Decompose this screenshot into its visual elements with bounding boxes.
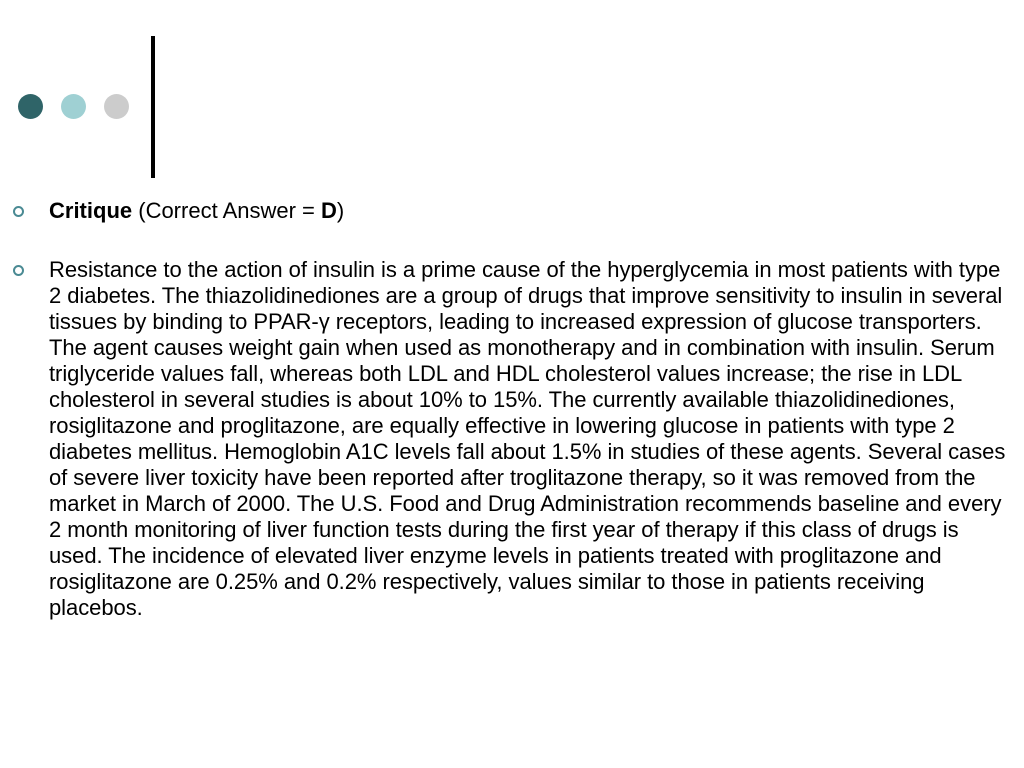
title-divider-line xyxy=(151,36,155,178)
correct-answer: D xyxy=(321,198,337,223)
critique-suffix: ) xyxy=(336,198,345,223)
slide-body xyxy=(0,198,1024,621)
decor-dot-light xyxy=(61,94,86,119)
critique-label: Critique xyxy=(49,198,133,223)
explanation-text: Resistance to the action of insulin is a prime cause of the hyperglycemia in most patients with type 2 diabetes. The thiazolidinediones are a group of drugs that improve sensitivity to insulin in several tissues by binding to PPAR-γ receptors, leading to increased expression of glucose transporters. The agent causes weight gain when used as monotherapy and in combination with insulin. Serum triglyceride values fall, whereas both LDL and HDL cholesterol values increase; the rise in LDL cholesterol in several studies is about 10% to 15%. The currently available thiazolidinediones, rosiglitazone and proglitazone, are equally effective in lowering glucose in patients with type 2 diabetes mellitus. Hemoglobin A1C levels fall about 1.5% in studies of these agents. Several cases of severe liver toxicity have been reported after troglitazone therapy, so it was removed from the market in March of 2000. The U.S. Food and Drug Administration recommends baseline and every 2 month monitoring of liver function tests during the first year of therapy if this class of drugs is used. The incidence of elevated liver enzyme levels in patients treated with proglitazone and rosiglitazone are 0.25% and 0.2% respectively, values similar to those in patients receiving placebos. xyxy=(49,257,1006,620)
bullet-icon xyxy=(13,206,24,217)
critique-heading xyxy=(0,198,1024,224)
decor-dot-gray xyxy=(104,94,129,119)
explanation-paragraph xyxy=(0,257,1024,621)
decor-dot-dark xyxy=(18,94,43,119)
critique-prefix: (Correct Answer = xyxy=(132,198,322,223)
bullet-icon xyxy=(13,265,24,276)
